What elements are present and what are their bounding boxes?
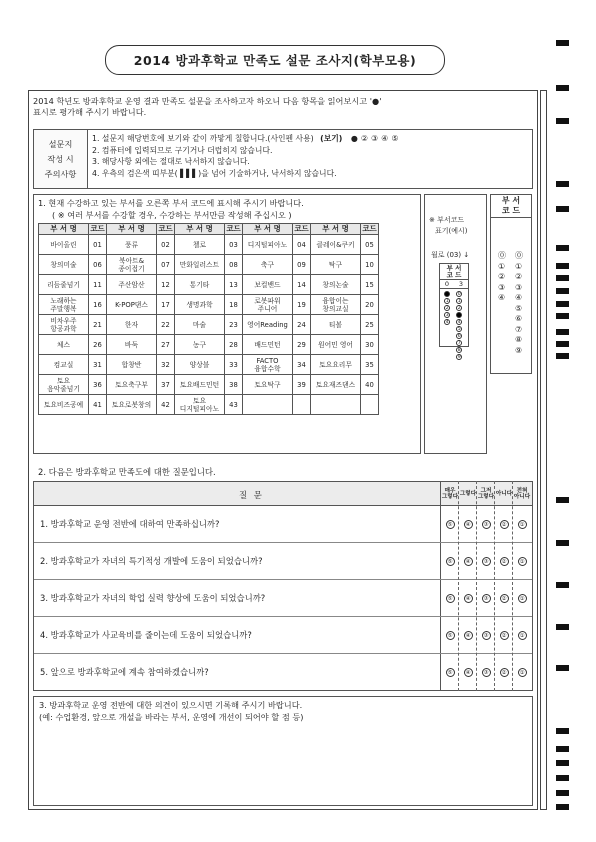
mini-bubble: 9 [457, 354, 461, 360]
timing-mark [556, 775, 569, 781]
dept-code: 19 [293, 295, 311, 315]
department-code-bubbles [490, 194, 532, 454]
dept-name: 풍류 [107, 235, 157, 255]
dept-code: 18 [225, 295, 243, 315]
table-row [39, 295, 379, 315]
dept-name [243, 395, 293, 415]
table-row [39, 235, 379, 255]
right-border-strip [540, 90, 547, 810]
dept-name: 티볼 [311, 315, 361, 335]
dept-code: 02 [157, 235, 175, 255]
question-text: 3. 방과후학교가 자녀의 학업 실력 향상에 도움이 되었습니까? [40, 593, 266, 603]
dept-name: 만화일러스트 [175, 255, 225, 275]
question-text: 4. 방과후학교가 사교육비를 줄이는데 도움이 되었습니까? [40, 630, 252, 640]
code-bubble[interactable]: ④ [498, 293, 506, 302]
answer-option[interactable] [460, 592, 477, 603]
dept-code: 22 [157, 315, 175, 335]
dept-name: 디지털피아노 [243, 235, 293, 255]
dept-code: 03 [225, 235, 243, 255]
scale-divider [476, 481, 477, 691]
mini-bubble: 1 [457, 298, 461, 304]
timing-mark [556, 760, 569, 766]
answer-option[interactable] [442, 518, 459, 529]
scale-header: 전혀 아니다 [513, 487, 531, 500]
example-mark: ② [360, 134, 368, 143]
timing-mark [556, 206, 569, 212]
dept-code: 40 [361, 375, 379, 395]
instruction-2: 2. 컴퓨터에 입력되므로 구기거나 더럽히지 않습니다. [92, 145, 273, 155]
answer-bubble[interactable]: ④ [464, 668, 473, 677]
answer-bubble[interactable]: ② [500, 520, 509, 529]
code-bubble[interactable]: ② [498, 272, 506, 281]
code-bubble[interactable]: ② [515, 272, 523, 281]
dept-code: 17 [157, 295, 175, 315]
scale-header: 매우 그렇다 [441, 487, 459, 500]
code-example-panel: ※ 부서코드 표기(예시) 월로 (03) ↓ 부 서 코 드 0 3 1 2 3 4 0 1 2 4 5 6 7 8 9 [424, 194, 487, 454]
dept-name: 주산암산 [107, 275, 157, 295]
dept-code: 12 [157, 275, 175, 295]
timing-mark [556, 353, 569, 359]
dept-name: 체스 [39, 335, 89, 355]
mini-bubble: 2 [445, 305, 449, 311]
answer-option[interactable] [514, 555, 531, 566]
dept-name: 클레이&쿠키 [311, 235, 361, 255]
dept-code: 26 [89, 335, 107, 355]
dept-name: 통기타 [175, 275, 225, 295]
intro-line-1: 2014 학년도 방과후학교 운영 결과 만족도 설문을 조사하고자 하오니 다음 항목을 읽어보시고 '●' [33, 96, 382, 106]
dept-name: 컴교실 [39, 355, 89, 375]
answer-option[interactable] [514, 666, 531, 677]
scale-header: 아니다 [495, 490, 513, 497]
mini-code-digits [440, 280, 468, 289]
table-row [39, 375, 379, 395]
mini-bubble: 4 [457, 319, 461, 325]
answer-option[interactable] [514, 518, 531, 529]
answer-option[interactable] [460, 518, 477, 529]
dept-name: 토요 디지털피아노 [175, 395, 225, 415]
dept-name: 합창반 [107, 355, 157, 375]
mini-bubble: 3 [445, 312, 449, 318]
header-code: 코드 [226, 224, 241, 233]
dept-name: 창의미술 [39, 255, 89, 275]
answer-option[interactable] [460, 555, 477, 566]
dept-name: 토요배드민턴 [175, 375, 225, 395]
dept-code: 27 [157, 335, 175, 355]
dept-code: 15 [361, 275, 379, 295]
code-example-label: 월로 (03) ↓ [431, 251, 470, 259]
dept-name: 로봇파워 주니어 [243, 295, 293, 315]
dept-code: 41 [89, 395, 107, 415]
question-header: 질 문 [239, 490, 264, 500]
dept-code: 38 [225, 375, 243, 395]
answer-bubble[interactable]: ⑤ [446, 631, 455, 640]
header-dept-name: 부 서 명 [39, 224, 89, 235]
timing-mark [556, 341, 569, 347]
instruction-1: 1. 설문지 해당번호에 보기와 같이 까맣게 칠합니다.(사인펜 사용) (보기) ● ② ③ ④ ⑤ [92, 133, 402, 145]
dept-code: 20 [361, 295, 379, 315]
dept-code: 37 [157, 375, 175, 395]
timing-mark [556, 40, 569, 46]
mini-bubble: 4 [445, 319, 449, 325]
answer-bubble[interactable]: ③ [482, 557, 491, 566]
dept-name: 노래하는 주말행복 [39, 295, 89, 315]
code-bubble[interactable]: ⑥ [515, 314, 523, 323]
dept-code: 21 [89, 315, 107, 335]
mini-bubble: 2 [457, 305, 461, 311]
timing-mark [556, 301, 569, 307]
answer-option[interactable] [478, 592, 495, 603]
answer-bubble[interactable]: ③ [482, 520, 491, 529]
answer-option[interactable] [460, 666, 477, 677]
mini-digit: 0 [444, 280, 450, 288]
dept-name [311, 395, 361, 415]
code-bubble[interactable]: ⓪ [515, 251, 523, 260]
example-mark: ● [350, 134, 358, 143]
dept-name: 첼로 [175, 235, 225, 255]
code-bubble[interactable]: ⓪ [498, 251, 506, 260]
answer-bubble[interactable]: ③ [482, 594, 491, 603]
dept-code: 25 [361, 315, 379, 335]
code-bubble[interactable]: ⑦ [515, 324, 523, 334]
dept-code: 10 [361, 255, 379, 275]
header-dept-name: 부 서 명 [311, 224, 361, 235]
dept-code: 39 [293, 375, 311, 395]
question-text: 1. 방과후학교 운영 전반에 대하여 만족하십니까? [40, 519, 220, 529]
example-label: (보기) [320, 134, 343, 143]
dept-code: 30 [361, 335, 379, 355]
mini-bubble: 6 [457, 333, 461, 339]
header-code: 코드 [90, 224, 105, 233]
mini-code-header: 부 서 코 드 [440, 264, 468, 280]
answer-option[interactable] [478, 629, 495, 640]
dept-name: 토요로봇창의 [107, 395, 157, 415]
code-bubble[interactable]: ① [515, 261, 523, 271]
answer-option[interactable] [442, 629, 459, 640]
code-bubble[interactable]: ⑤ [515, 303, 523, 313]
answer-option[interactable] [442, 555, 459, 566]
mini-bubble: 8 [457, 347, 461, 353]
dept-name: 창의논술 [311, 275, 361, 295]
dept-name: 양상블 [175, 355, 225, 375]
timing-mark [556, 313, 569, 319]
dept-name: 영어Reading [243, 315, 293, 335]
timing-mark [556, 288, 569, 294]
dept-name: 토요탁구 [243, 375, 293, 395]
answer-option[interactable] [496, 592, 513, 603]
dept-name: 바이올린 [39, 235, 89, 255]
dept-name: 토요축구부 [107, 375, 157, 395]
dept-name: 농구 [175, 335, 225, 355]
dept-name: FACTO 융합수학 [243, 355, 293, 375]
timing-mark [556, 118, 569, 124]
answer-bubble[interactable]: ① [518, 668, 527, 677]
answer-bubble[interactable]: ② [500, 631, 509, 640]
dept-code [361, 395, 379, 415]
scale-divider [512, 481, 513, 691]
answer-option[interactable] [442, 592, 459, 603]
answer-bubble[interactable]: ④ [464, 520, 473, 529]
department-section [33, 194, 421, 454]
dept-code: 33 [225, 355, 243, 375]
dept-name: 토요비즈공예 [39, 395, 89, 415]
answer-bubble[interactable]: ② [500, 557, 509, 566]
code-bubble[interactable]: ⑧ [515, 335, 523, 344]
dept-name: 토요재즈댄스 [311, 375, 361, 395]
scale-header: 그렇다 [459, 490, 477, 497]
dept-code: 09 [293, 255, 311, 275]
timing-mark [556, 245, 569, 251]
header-dept-name: 부 서 명 [243, 224, 293, 235]
dept-name: 원어민 영어 [311, 335, 361, 355]
mini-bubble: 0 [457, 292, 461, 297]
timing-mark [556, 804, 569, 810]
instructions-label: 설문지 작성 시 주의사항 [34, 130, 88, 188]
dept-code: 29 [293, 335, 311, 355]
answer-bubble[interactable]: ② [500, 668, 509, 677]
dept-name: 배드민턴 [243, 335, 293, 355]
answer-option[interactable] [496, 555, 513, 566]
answer-option[interactable] [496, 518, 513, 529]
dept-code: 36 [89, 375, 107, 395]
header-code: 코드 [158, 224, 173, 233]
department-code-table [38, 223, 379, 415]
dept-code: 28 [225, 335, 243, 355]
dept-name: 탁구 [311, 255, 361, 275]
timing-mark [556, 329, 569, 335]
dept-code: 06 [89, 255, 107, 275]
code-bubble[interactable]: ① [498, 261, 506, 271]
dept-name: K-POP댄스 [107, 295, 157, 315]
example-mark: ④ [381, 134, 389, 143]
answer-bubble[interactable]: ⑤ [446, 668, 455, 677]
dept-name: 생명과학 [175, 295, 225, 315]
dept-code [293, 395, 311, 415]
opinion-section[interactable] [33, 696, 533, 806]
table-row [39, 255, 379, 275]
dept-code: 04 [293, 235, 311, 255]
answer-bubble[interactable]: ① [518, 557, 527, 566]
answer-bubble[interactable]: ④ [464, 557, 473, 566]
dept-name: 보컬밴드 [243, 275, 293, 295]
answer-bubble[interactable]: ① [518, 520, 527, 529]
answer-option[interactable] [478, 666, 495, 677]
dept-code: 34 [293, 355, 311, 375]
answer-option[interactable] [496, 666, 513, 677]
intro-text [33, 96, 533, 118]
code-example-note: ※ 부서코드 [429, 216, 465, 224]
answer-bubble[interactable]: ④ [464, 631, 473, 640]
dept-code: 05 [361, 235, 379, 255]
dept-code: 23 [225, 315, 243, 335]
answer-option[interactable] [496, 629, 513, 640]
timing-mark [556, 540, 569, 546]
dept-code: 31 [89, 355, 107, 375]
satisfaction-title: 2. 다음은 방과후학교 만족도에 대한 질문입니다. [38, 467, 216, 477]
dept-code: 35 [361, 355, 379, 375]
answer-option[interactable] [460, 629, 477, 640]
answer-option[interactable] [478, 518, 495, 529]
timing-mark [556, 275, 569, 281]
code-bubble[interactable]: ③ [515, 282, 523, 292]
question-text: 2. 방과후학교가 자녀의 특기적성 개발에 도움이 되었습니까? [40, 556, 263, 566]
table-row [39, 275, 379, 295]
answer-bubble[interactable]: ⑤ [446, 557, 455, 566]
dept-name: 토요요리무 [311, 355, 361, 375]
department-question: 1. 현재 수강하고 있는 부서를 오른쪽 부서 코드에 표시해 주시기 바랍니다. ( ※ 여러 부서를 수강할 경우, 수강하는 부서만큼 작성해 주십시오 ) [38, 198, 304, 220]
instruction-4: 4. 우측의 검은색 띠부분( ▌▌▌)을 넘어 기술하거나, 낙서하지 않습니다. [92, 168, 337, 178]
timing-mark [556, 665, 569, 671]
code-box-frame [490, 194, 532, 374]
dept-code: 16 [89, 295, 107, 315]
dept-name: 바둑 [107, 335, 157, 355]
dept-code: 13 [225, 275, 243, 295]
code-bubble[interactable]: ④ [515, 293, 523, 302]
answer-bubble[interactable]: ① [518, 631, 527, 640]
dept-name: 축구 [243, 255, 293, 275]
header-code: 코드 [294, 224, 309, 233]
dept-code: 32 [157, 355, 175, 375]
dept-code: 14 [293, 275, 311, 295]
header-code: 코드 [362, 224, 377, 233]
dept-name: 토요 음악줄넘기 [39, 375, 89, 395]
answer-bubble[interactable]: ② [500, 594, 509, 603]
code-box-header: 부 서 코 드 [490, 194, 532, 218]
table-row [39, 335, 379, 355]
dept-name: 융합이는 창의교실 [311, 295, 361, 315]
timing-mark [556, 746, 569, 752]
header-dept-name: 부 서 명 [107, 224, 157, 235]
dept-name: 리듬줄넘기 [39, 275, 89, 295]
answer-option[interactable] [514, 592, 531, 603]
dept-code: 43 [225, 395, 243, 415]
timing-mark [556, 85, 569, 91]
answer-option[interactable] [478, 555, 495, 566]
example-mark: ③ [370, 134, 379, 143]
mini-bubble [444, 291, 450, 297]
answer-bubble[interactable]: ① [518, 594, 527, 603]
timing-mark [556, 497, 569, 503]
answer-bubble[interactable]: ③ [482, 668, 491, 677]
mini-bubble: 1 [445, 298, 449, 304]
dept-code: 07 [157, 255, 175, 275]
mini-code-grid [439, 263, 469, 360]
table-row [39, 395, 379, 415]
opinion-prompt: 3. 방과후학교 운영 전반에 대한 의견이 있으시면 기록해 주시기 바랍니다. (예: 수업환경, 앞으로 개설을 바라는 부서, 운영에 개선이 되어야 할 점 등) [39, 700, 304, 722]
dept-code: 11 [89, 275, 107, 295]
timing-mark [556, 790, 569, 796]
mini-bubble [456, 312, 462, 318]
intro-line-2: 표시로 평가해 주시기 바랍니다. [33, 107, 147, 117]
answer-option[interactable] [442, 666, 459, 677]
header-dept-name: 부 서 명 [175, 224, 225, 235]
instruction-3: 3. 해당사항 외에는 절대로 낙서하지 않습니다. [92, 157, 250, 167]
code-bubble[interactable]: ③ [498, 282, 506, 292]
example-mark: ⑤ [391, 134, 399, 143]
mini-bubble: 7 [457, 340, 461, 346]
mini-bubble: 5 [457, 326, 461, 332]
answer-bubble[interactable]: ⑤ [446, 594, 455, 603]
scale-divider [458, 481, 459, 691]
answer-bubble[interactable]: ④ [464, 594, 473, 603]
example-marks [351, 134, 402, 143]
dept-name: 북아트& 종이접기 [107, 255, 157, 275]
table-row [39, 315, 379, 335]
timing-mark [556, 624, 569, 630]
dept-code: 24 [293, 315, 311, 335]
dept-code: 01 [89, 235, 107, 255]
question-text: 5. 앞으로 방과후학교에 계속 참여하겠습니까? [40, 667, 209, 677]
answer-bubble[interactable]: ⑤ [446, 520, 455, 529]
timing-mark [556, 582, 569, 588]
code-bubble[interactable]: ⑨ [515, 345, 523, 355]
dept-name: 한자 [107, 315, 157, 335]
answer-bubble[interactable]: ③ [482, 631, 491, 640]
scale-header: 그저 그렇다 [477, 487, 495, 500]
scale-divider [494, 481, 495, 691]
instructions-list [92, 133, 402, 179]
dept-code: 08 [225, 255, 243, 275]
dept-name: 비차우주 항공과학 [39, 315, 89, 335]
timing-mark [556, 728, 569, 734]
page-title: 2014 방과후학교 만족도 설문 조사지(학부모용) [105, 45, 445, 75]
timing-mark [556, 181, 569, 187]
table-row [39, 355, 379, 375]
mini-digit: 3 [458, 280, 464, 288]
dept-name: 마술 [175, 315, 225, 335]
dept-code: 42 [157, 395, 175, 415]
instructions-box [33, 129, 533, 189]
timing-mark [556, 263, 569, 269]
answer-option[interactable] [514, 629, 531, 640]
